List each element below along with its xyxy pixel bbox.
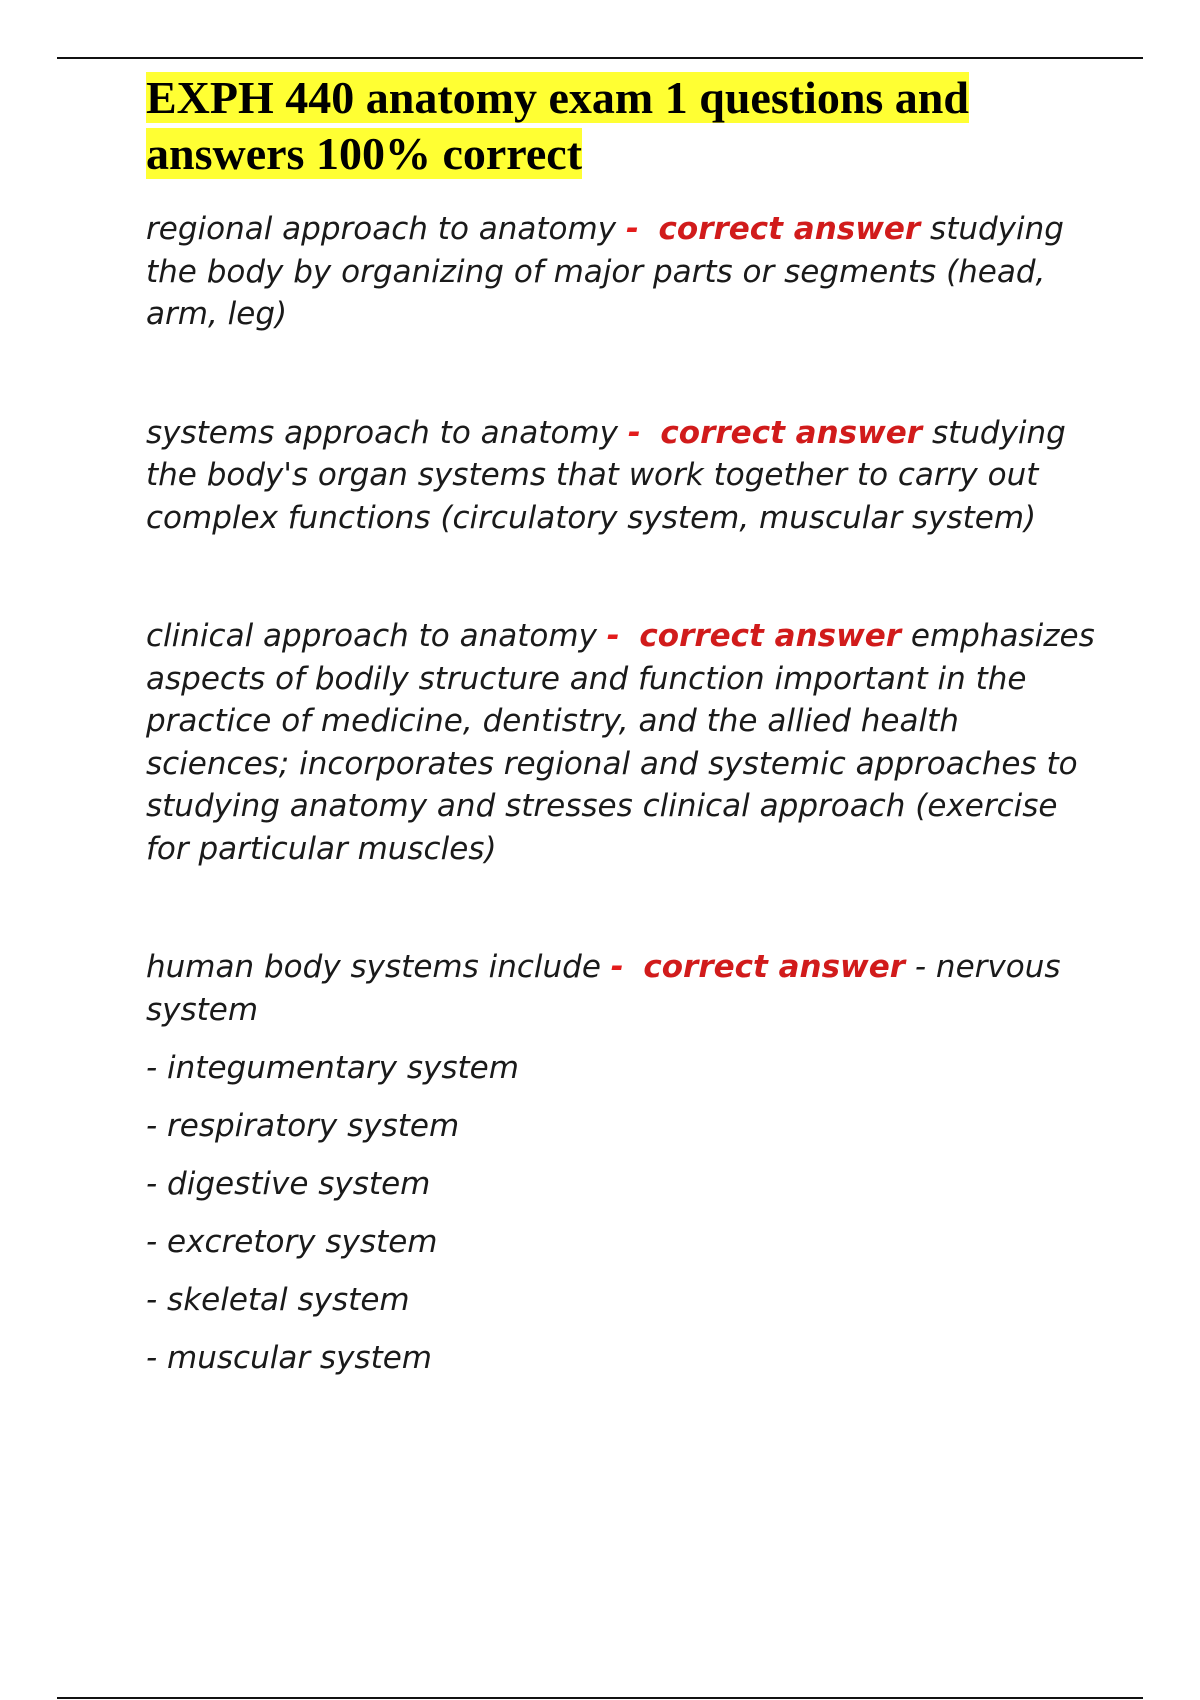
separator: - [606,618,620,654]
question-text: systems approach to anatomy [146,414,618,451]
qa-entry-clinical [146,615,1106,870]
question-text: clinical approach to anatomy [146,618,597,654]
list-item: - skeletal system [146,1282,410,1318]
answer-text: - nervous system [146,949,1061,1028]
correct-answer-label: correct answer [643,949,906,985]
document-title [146,70,1106,182]
correct-answer-label: correct answer [639,618,902,654]
list-item: - excretory system [146,1224,438,1260]
qa-entry-systems [146,412,1106,540]
separator: - [610,949,624,985]
answer-text: studying the body by organizing of major parts or segments (head, arm, leg) [146,211,1064,332]
question-text: regional approach to anatomy [146,211,617,247]
answer-text: studying the body's organ systems that work together to carry out complex functions (circulatory system, muscular system) [146,414,1066,536]
list-item: - respiratory system [146,1108,460,1144]
title-highlight: EXPH 440 anatomy exam 1 questions and answers 100% correct [146,72,969,179]
document-body [146,70,1106,1379]
answer-text: emphasizes aspects of bodily structure and function important in the practice of medicine, dentistry, and the allied health sciences; incorporates regional and systemic approaches to studying anatomy and stresses clinical approach (exercise for particular muscles) [146,618,1095,867]
correct-answer-label: correct answer [658,211,921,247]
separator: - [627,414,641,451]
bottom-rule [57,1697,1143,1699]
separator: - [625,211,639,247]
question-text: human body systems include [146,949,601,985]
list-item: - muscular system [146,1340,433,1376]
top-rule [57,57,1143,59]
qa-entry-regional [146,208,1106,336]
correct-answer-label: correct answer [660,414,923,451]
qa-entry-body-systems [146,946,1106,1031]
list-item: - digestive system [146,1166,431,1202]
list-item: - integumentary system [146,1050,519,1086]
